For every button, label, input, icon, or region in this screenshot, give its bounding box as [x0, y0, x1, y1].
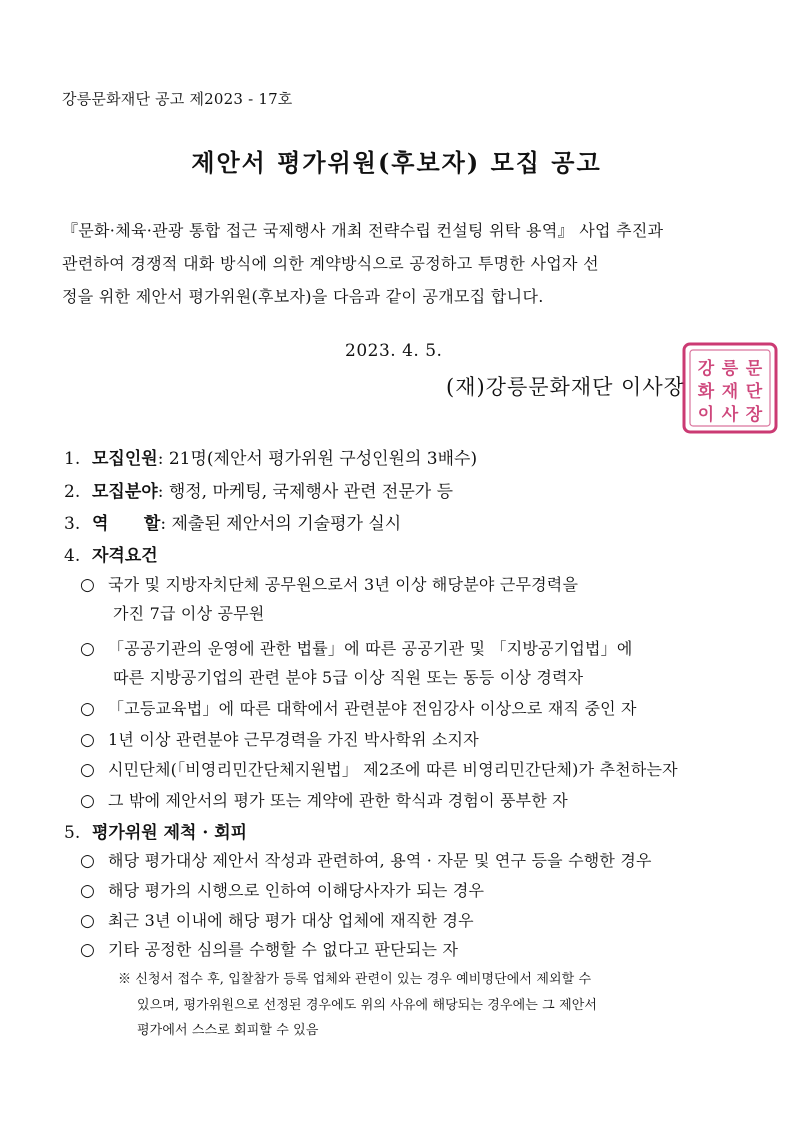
- svg-text:릉: 릉: [721, 359, 739, 379]
- section-number: 5.: [64, 823, 81, 843]
- bullet-circle-icon: ○: [80, 851, 96, 871]
- section-exclusion: [64, 818, 247, 843]
- qualification-item: [80, 636, 633, 659]
- intro-line: 관련하여 경쟁적 대화 방식에 의한 계약방식으로 공정하고 투명한 사업자 선: [62, 254, 599, 273]
- intro-paragraph: [62, 214, 742, 313]
- section-label: 자격요건: [92, 546, 158, 566]
- intro-line: 『문화·체육·관광 통합 접근 국제행사 개최 전략수립 컨설팅 위탁 용역』 사업 추진과: [62, 221, 664, 240]
- svg-text:화: 화: [697, 382, 715, 402]
- section-recruitment-count: [64, 444, 477, 469]
- bullet-circle-icon: ○: [80, 940, 96, 960]
- qualification-item: [80, 727, 479, 750]
- exclusion-item: [80, 908, 474, 931]
- exclusion-text: 최근 3년 이내에 해당 평가 대상 업체에 재직한 경우: [108, 911, 474, 930]
- document-title: 제안서 평가위원(후보자) 모집 공고: [191, 148, 602, 177]
- bullet-circle-icon: ○: [80, 760, 96, 780]
- section-value: : 21명(제안서 평가위원 구성인원의 3배수): [157, 449, 478, 469]
- qualification-item: [80, 757, 678, 780]
- qualification-item: [80, 696, 637, 719]
- exclusion-text: 해당 평가대상 제안서 작성과 관련하여, 용역 · 자문 및 연구 등을 수행한 경우: [108, 851, 652, 870]
- bullet-circle-icon: ○: [80, 730, 96, 750]
- section-label: 역 할: [92, 514, 161, 534]
- section-role: [64, 509, 401, 534]
- section-number: 2.: [64, 482, 81, 502]
- qualification-text: 그 밖에 제안서의 평가 또는 계약에 관한 학식과 경험이 풍부한 자: [108, 791, 568, 810]
- qualification-item: [80, 572, 578, 595]
- bullet-circle-icon: ○: [80, 575, 96, 595]
- section-number: 3.: [64, 514, 81, 534]
- section-qualifications: [64, 541, 158, 566]
- svg-text:강: 강: [697, 359, 715, 379]
- section-number: 4.: [64, 546, 81, 566]
- section-label: 모집분야: [92, 482, 158, 502]
- svg-text:재: 재: [721, 382, 739, 402]
- qualification-text: 「고등교육법」에 따른 대학에서 관련분야 전임강사 이상으로 재직 중인 자: [108, 699, 637, 718]
- note-line: 있으며, 평가위원으로 선정된 경우에도 위의 사유에 해당되는 경우에는 그 제안서: [137, 998, 598, 1013]
- issuer-name: (재)강릉문화재단 이사장: [446, 375, 685, 399]
- notice-date: 2023. 4. 5.: [345, 341, 443, 361]
- intro-line: 정을 위한 제안서 평가위원(후보자)을 다음과 같이 공개모집 합니다.: [62, 287, 544, 306]
- exclusion-item: [80, 937, 458, 960]
- exclusion-item: [80, 878, 484, 901]
- section-value: : 제출된 제안서의 기술평가 실시: [160, 514, 402, 534]
- qualification-item: [80, 788, 568, 811]
- svg-text:문: 문: [745, 359, 763, 379]
- exclusion-text: 해당 평가의 시행으로 인하여 이해당사자가 되는 경우: [108, 881, 485, 900]
- note-text: 신청서 접수 후, 입찰참가 등록 업체와 관련이 있는 경우 예비명단에서 제외할 수: [135, 972, 592, 987]
- svg-text:단: 단: [745, 382, 763, 402]
- qualification-continuation: 가진 7급 이상 공무원: [113, 604, 265, 623]
- qualification-text: 「공공기관의 운영에 관한 법률」에 따른 공공기관 및 「지방공기업법」에: [108, 639, 633, 658]
- exclusion-text: 기타 공정한 심의를 수행할 수 없다고 판단되는 자: [108, 940, 459, 959]
- section-recruitment-field: [64, 477, 453, 502]
- official-seal-icon: [680, 340, 780, 436]
- bullet-circle-icon: ○: [80, 699, 96, 719]
- note-line: [118, 968, 591, 987]
- notice-number: 강릉문화재단 공고 제2023 - 17호: [62, 90, 293, 108]
- exclusion-item: [80, 848, 652, 871]
- section-number: 1.: [64, 449, 81, 469]
- section-value: : 행정, 마케팅, 국제행사 관련 전문가 등: [157, 482, 453, 502]
- qualification-text: 1년 이상 관련분야 근무경력을 가진 박사학위 소지자: [108, 730, 479, 749]
- bullet-circle-icon: ○: [80, 639, 96, 659]
- note-line: 평가에서 스스로 회피할 수 있음: [137, 1023, 319, 1038]
- section-label: 평가위원 제척 · 회피: [92, 823, 248, 843]
- section-label: 모집인원: [92, 449, 158, 469]
- bullet-circle-icon: ○: [80, 881, 96, 901]
- note-symbol: ※: [118, 972, 132, 987]
- qualification-text: 국가 및 지방자치단체 공무원으로서 3년 이상 해당분야 근무경력을: [108, 575, 579, 594]
- svg-text:사: 사: [721, 405, 739, 425]
- svg-text:이: 이: [697, 405, 715, 425]
- qualification-continuation: 따른 지방공기업의 관련 분야 5급 이상 직원 또는 동등 이상 경력자: [113, 668, 584, 687]
- qualification-text: 시민단체(「비영리민간단체지원법」 제2조에 따른 비영리민간단체)가 추천하는자: [108, 760, 678, 779]
- bullet-circle-icon: ○: [80, 791, 96, 811]
- bullet-circle-icon: ○: [80, 911, 96, 931]
- svg-text:장: 장: [745, 405, 763, 425]
